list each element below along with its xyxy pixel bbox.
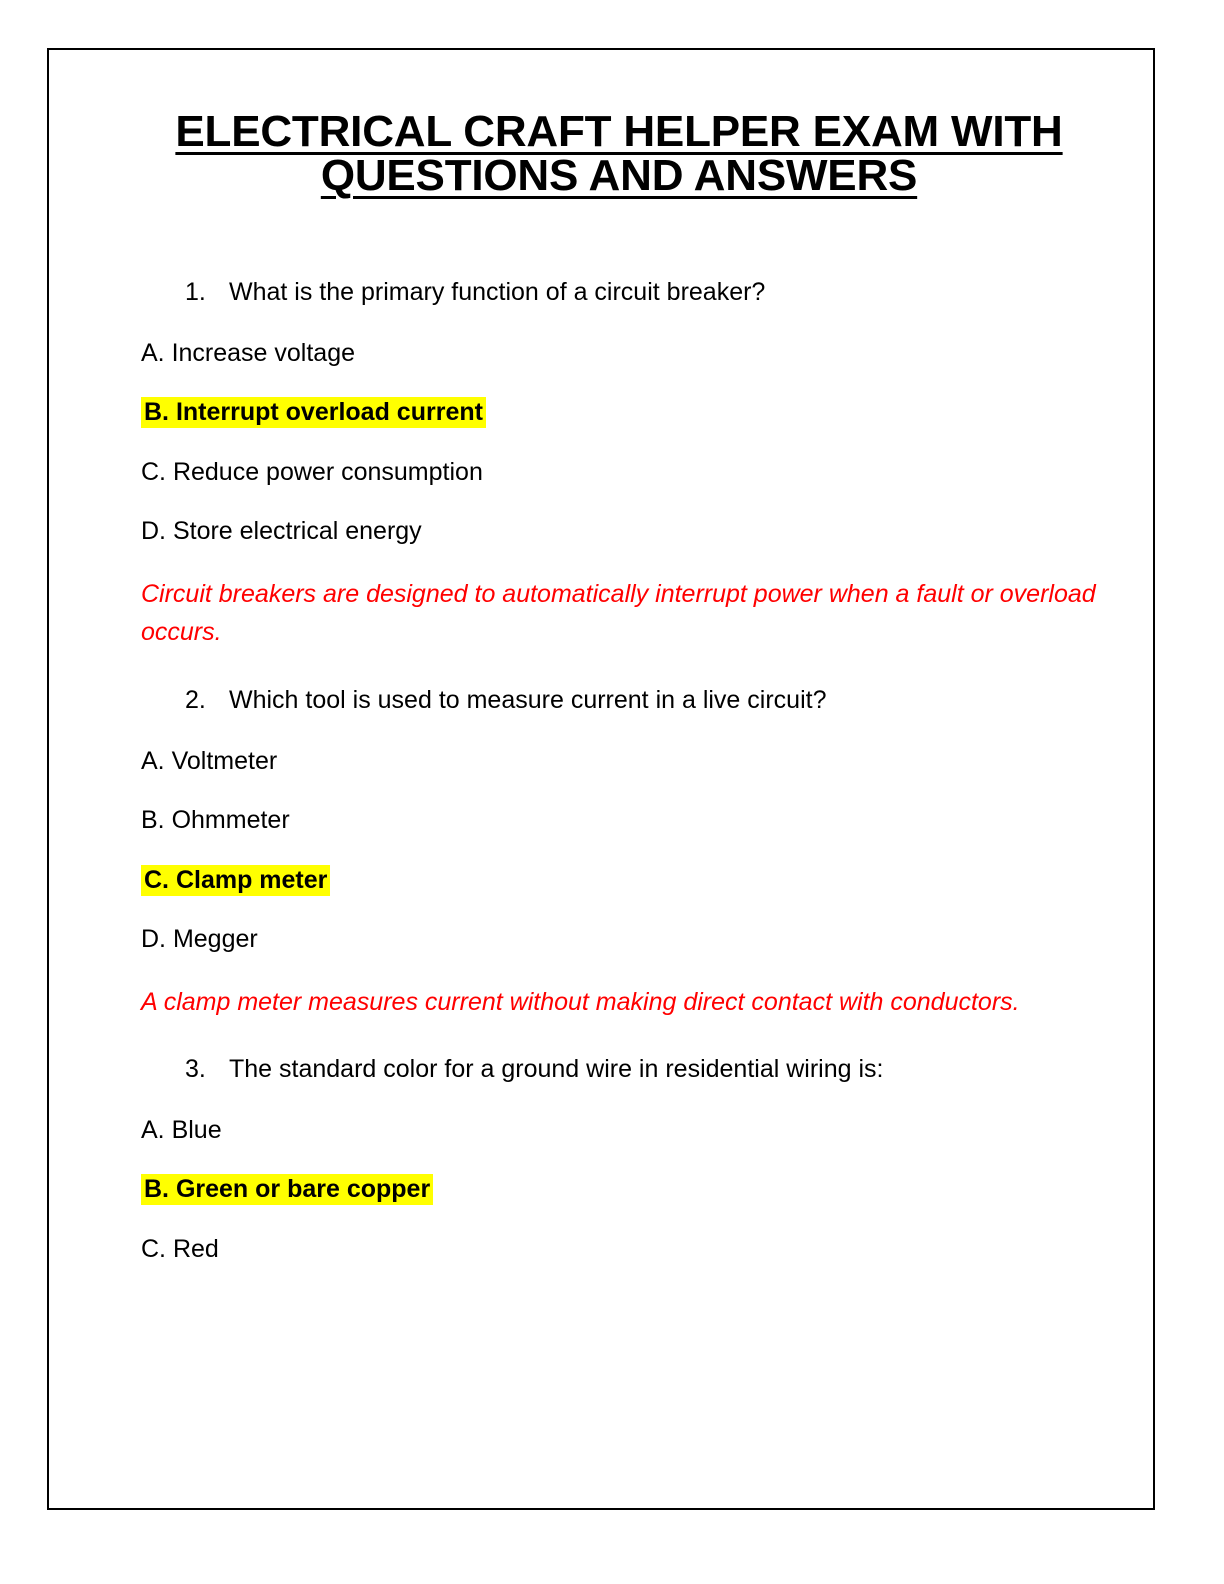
page-title-line-2: QUESTIONS AND ANSWERS xyxy=(320,151,918,200)
question-line xyxy=(137,276,1101,309)
option-c-label: C. Clamp meter xyxy=(141,865,330,896)
option-d-label: D. Megger xyxy=(141,925,258,953)
option-b[interactable] xyxy=(137,396,1101,429)
option-d[interactable] xyxy=(137,923,1101,956)
option-b-label: B. Green or bare copper xyxy=(141,1174,433,1205)
question-line xyxy=(137,684,1101,717)
option-a-label: A. Voltmeter xyxy=(141,746,278,775)
question-text: The standard color for a ground wire in residential wiring is: xyxy=(229,1055,884,1084)
option-a[interactable] xyxy=(137,745,1101,778)
option-c[interactable] xyxy=(137,456,1101,489)
option-c-label: C. Reduce power consumption xyxy=(141,457,483,486)
option-b-label: B. Ohmmeter xyxy=(141,806,290,834)
option-a[interactable] xyxy=(137,1114,1101,1147)
page-title xyxy=(137,107,1101,200)
document-page xyxy=(47,48,1155,1510)
option-b[interactable] xyxy=(137,804,1101,837)
question-block xyxy=(137,684,1101,1021)
question-gap xyxy=(137,1045,1101,1053)
option-b-label: B. Interrupt overload current xyxy=(141,397,486,428)
question-number: 2. xyxy=(185,686,206,714)
title-spacer xyxy=(137,198,1101,276)
option-c-label: C. Red xyxy=(141,1234,219,1263)
option-c[interactable] xyxy=(137,864,1101,897)
question-gap xyxy=(137,676,1101,684)
page-title-line-1: ELECTRICAL CRAFT HELPER EXAM WITH xyxy=(175,107,1063,156)
question-text: Which tool is used to measure current in a live circuit? xyxy=(229,686,827,714)
option-c[interactable] xyxy=(137,1233,1101,1266)
question-block xyxy=(137,276,1101,652)
question-text: What is the primary function of a circuit breaker? xyxy=(229,278,766,306)
question-number: 3. xyxy=(185,1055,206,1084)
option-a-label: A. Blue xyxy=(141,1115,222,1144)
document-content xyxy=(49,50,1153,1265)
answer-explanation: A clamp meter measures current without making direct contact with conductors. xyxy=(141,987,1020,1016)
option-b[interactable] xyxy=(137,1173,1101,1206)
question-line xyxy=(137,1053,1101,1086)
option-a[interactable] xyxy=(137,337,1101,370)
option-a-label: A. Increase voltage xyxy=(141,338,356,367)
option-d-label: D. Store electrical energy xyxy=(141,517,422,545)
answer-explanation: Circuit breakers are designed to automatically interrupt power when a fault or overload occurs. xyxy=(141,579,1096,647)
question-block xyxy=(137,1053,1101,1265)
option-d[interactable] xyxy=(137,515,1101,548)
question-number: 1. xyxy=(185,278,206,306)
